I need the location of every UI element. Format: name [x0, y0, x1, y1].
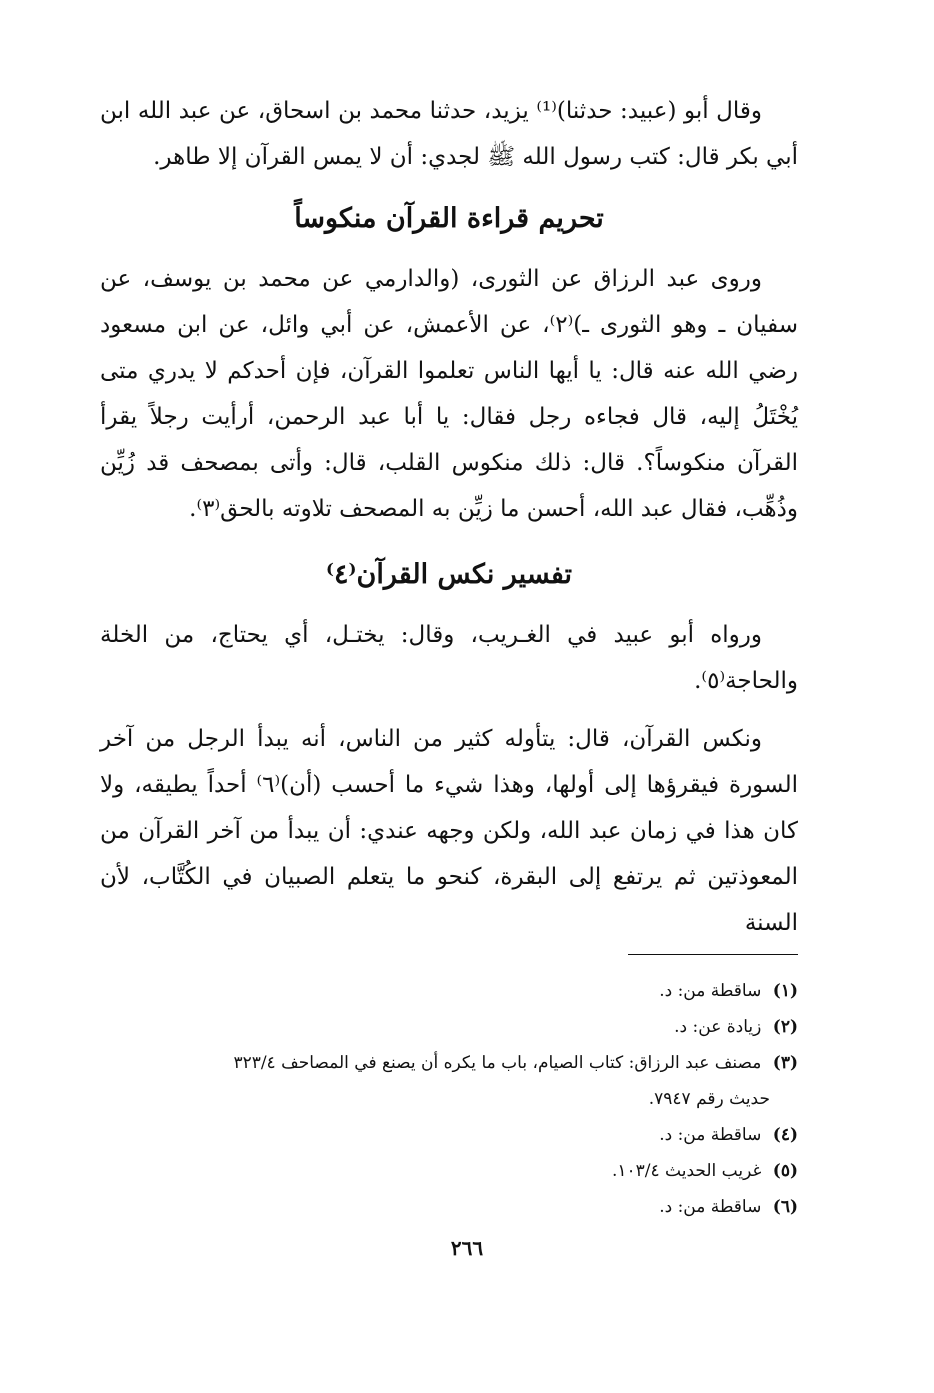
footnote-number: (٤)	[772, 1125, 798, 1145]
footnote-item	[100, 1153, 798, 1189]
footnote-divider	[628, 954, 798, 955]
footnote-continuation: حديث رقم ٧٩٤٧.	[648, 1089, 770, 1109]
paragraph-4: ونكس القرآن، قال: يتأوله كثير من الناس، أنه يبدأ الرجل من آخر السورة فيقرؤها إلى أولها، وهذا شيء ما أحسب (أن)⁽٦⁾ أحداً يطيقه، ولا كان هذا في زمان عبد الله، ولكن وجهه عندي: أن يبدأ من آخر القرآن من المعوذتين ثم يرتفع إلى البقرة، كنحو ما يتعلم الصبيان في الكُتَّاب، لأن السنة	[100, 726, 798, 936]
footnote-number: (٦)	[772, 1197, 798, 1217]
footnote-text: زيادة عن: د.	[674, 1017, 762, 1037]
footnote-text: غريب الحديث ١٠٣/٤.	[611, 1161, 762, 1181]
footnote-text: مصنف عبد الرزاق: كتاب الصيام، باب ما يكره أن يصنع في المصاحف ٣٢٣/٤	[233, 1053, 762, 1073]
paragraph-2: وروى عبد الرزاق عن الثورى، (والدارمي عن محمد بن يوسف، عن سفيان ـ وهو الثورى ـ)⁽٢⁾، عن الأعمش، عن أبي وائل، عن ابن مسعود رضي الله عنه قال: يا أيها الناس تعلموا القرآن، فإن أحدكم لا يدري متى يُخْتَلُ إليه، قال فجاءه رجل فقال: يا أبا عبد الرحمن، أرأيت رجلاً يقرأ القرآن منكوساً؟. قال: ذلك منكوس القلب، قال: وأتى بمصحف قد زُيِّن وذُهِّب، فقال عبد الله، أحسن ما زيِّن به المصحف تلاوته بالحق⁽٣⁾.	[100, 266, 798, 522]
footnote-number: (٣)	[772, 1053, 798, 1073]
footnote-text: ساقطة من: د.	[659, 1197, 762, 1217]
page-body	[100, 88, 798, 1225]
footnote-item	[100, 1117, 798, 1153]
footnote-text: ساقطة من: د.	[659, 1125, 762, 1145]
footnotes-list	[100, 973, 798, 1225]
footnote-item	[100, 973, 798, 1009]
footnote-item	[100, 1045, 798, 1117]
paragraph-1: وقال أبو (عبيد: حدثنا)⁽¹⁾ يزيد، حدثنا محمد بن اسحاق، عن عبد الله ابن أبي بكر قال: كتب رسول الله ﷺ لجدي: أن لا يمس القرآن إلا طاهر.	[100, 98, 798, 170]
footnote-item	[100, 1009, 798, 1045]
footnote-number: (١)	[772, 981, 798, 1001]
footnote-number: (٥)	[772, 1161, 798, 1181]
footnote-item	[100, 1189, 798, 1225]
footnote-text: ساقطة من: د.	[659, 981, 762, 1001]
footnote-number: (٢)	[772, 1017, 798, 1037]
section-heading-explanation: تفسير نكس القرآن⁽٤⁾	[325, 559, 573, 590]
paragraph-3: ورواه أبو عبيد في الغـريب، وقال: يختـل، أي يحتاج، من الخلة والحاجة⁽٥⁾.	[100, 622, 798, 694]
section-heading-reading-reversed: تحريم قراءة القرآن منكوساً	[294, 203, 604, 234]
page-number: ٢٦٦	[450, 1236, 484, 1260]
